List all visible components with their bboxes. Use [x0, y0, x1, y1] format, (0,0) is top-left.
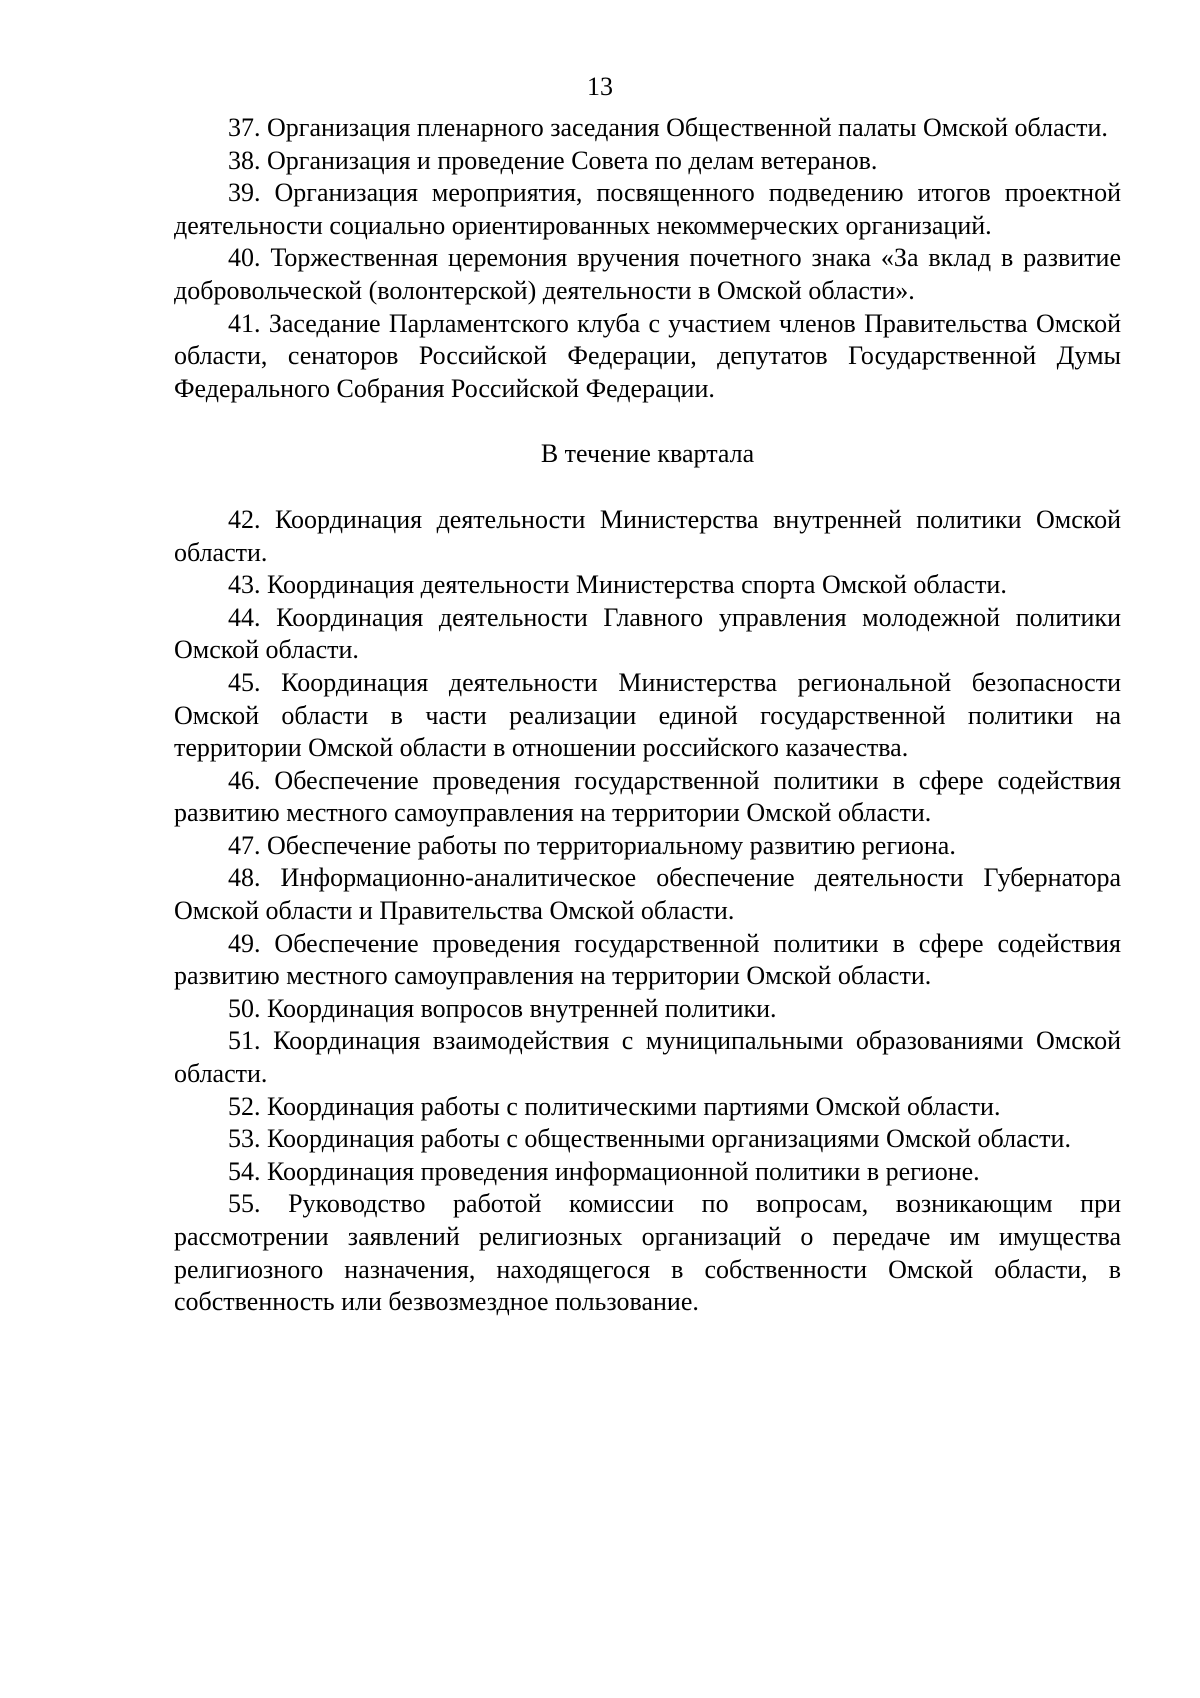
item-number: 52.: [228, 1091, 261, 1121]
item-number: 41.: [228, 308, 261, 338]
item-text: Обеспечение работы по территориальному развитию региона.: [267, 830, 956, 860]
item-text: Координация работы с общественными организациями Омской области.: [267, 1124, 1071, 1154]
list-item: [174, 1188, 1121, 1318]
item-text: Руководство работой комиссии по вопросам, возникающим при рассмотрении заявлений религиозных организаций о передаче им имущества религиозного назначения, находящегося в собственности Омской области, в собственность или безвозмездное пользование.: [174, 1189, 1121, 1317]
list-item: [174, 242, 1121, 307]
list-item: [174, 504, 1121, 569]
item-number: 39.: [228, 178, 261, 208]
list-item: [174, 928, 1121, 993]
item-text: Координация взаимодействия с муниципальными образованиями Омской области.: [174, 1026, 1122, 1089]
item-text: Обеспечение проведения государственной политики в сфере содействия развитию местного самоуправления на территории Омской области.: [174, 765, 1122, 828]
item-number: 45.: [228, 667, 261, 697]
page-number: 13: [587, 72, 613, 101]
item-text: Координация проведения информационной политики в регионе.: [267, 1156, 980, 1186]
list-item: [174, 830, 1121, 863]
item-text: Заседание Парламентского клуба с участием членов Правительства Омской области, сенаторов Российской Федерации, депутатов Государственной Думы Федерального Собрания Российской Федерации.: [174, 308, 1122, 403]
list-item: [174, 602, 1121, 667]
item-number: 54.: [228, 1156, 261, 1186]
item-text: Координация деятельности Главного управления молодежной политики Омской области.: [174, 602, 1122, 665]
section-heading: В течение квартала: [540, 439, 755, 469]
item-text: Координация деятельности Министерства спорта Омской области.: [267, 570, 1007, 600]
list-item: [174, 145, 1121, 178]
item-number: 55.: [228, 1189, 261, 1219]
items-list-before: [174, 112, 1121, 405]
list-item: [174, 993, 1121, 1026]
list-item: [174, 569, 1121, 602]
item-number: 47.: [228, 830, 261, 860]
item-text: Организация и проведение Совета по делам ветеранов.: [267, 145, 878, 175]
item-number: 37.: [228, 113, 261, 142]
item-text: Координация деятельности Министерства региональной безопасности Омской области в части реализации единой государственной политики на территории Омской области в отношении российского казачества.: [174, 667, 1121, 763]
item-number: 50.: [228, 993, 261, 1023]
item-text: Координация вопросов внутренней политики.: [267, 993, 777, 1023]
list-item: [174, 308, 1121, 406]
document-body: [174, 112, 1121, 1319]
item-number: 49.: [228, 928, 261, 958]
item-number: 44.: [228, 602, 261, 632]
list-item: [174, 1091, 1121, 1124]
list-item: [174, 667, 1121, 765]
item-number: 38.: [228, 145, 261, 175]
list-item: [174, 1156, 1121, 1189]
list-item: [174, 1123, 1121, 1156]
item-text: Торжественная церемония вручения почетного знака «За вклад в развитие добровольческой (волонтерской) деятельности в Омской области».: [174, 243, 1122, 305]
list-item: [174, 862, 1121, 927]
item-number: 43.: [228, 570, 261, 600]
item-number: 42.: [228, 504, 261, 534]
item-number: 51.: [228, 1026, 261, 1056]
item-text: Обеспечение проведения государственной политики в сфере содействия развитию местного самоуправления на территории Омской области.: [174, 928, 1122, 991]
item-number: 40.: [228, 243, 261, 273]
list-item: [174, 1025, 1121, 1090]
list-item: [174, 112, 1121, 145]
list-item: [174, 765, 1121, 830]
item-number: 46.: [228, 765, 261, 795]
list-item: [174, 177, 1121, 242]
item-number: 48.: [228, 863, 261, 893]
items-list-after: [174, 504, 1121, 1319]
item-text: Организация мероприятия, посвященного подведению итогов проектной деятельности социально ориентированных некоммерческих организаций.: [174, 178, 1121, 240]
item-text: Организация пленарного заседания Общественной палаты Омской области.: [267, 113, 1108, 142]
item-text: Координация работы с политическими партиями Омской области.: [267, 1091, 1001, 1121]
item-text: Координация деятельности Министерства внутренней политики Омской области.: [174, 504, 1122, 567]
item-text: Информационно-аналитическое обеспечение деятельности Губернатора Омской области и Правительства Омской области.: [174, 863, 1122, 926]
item-number: 53.: [228, 1124, 261, 1154]
